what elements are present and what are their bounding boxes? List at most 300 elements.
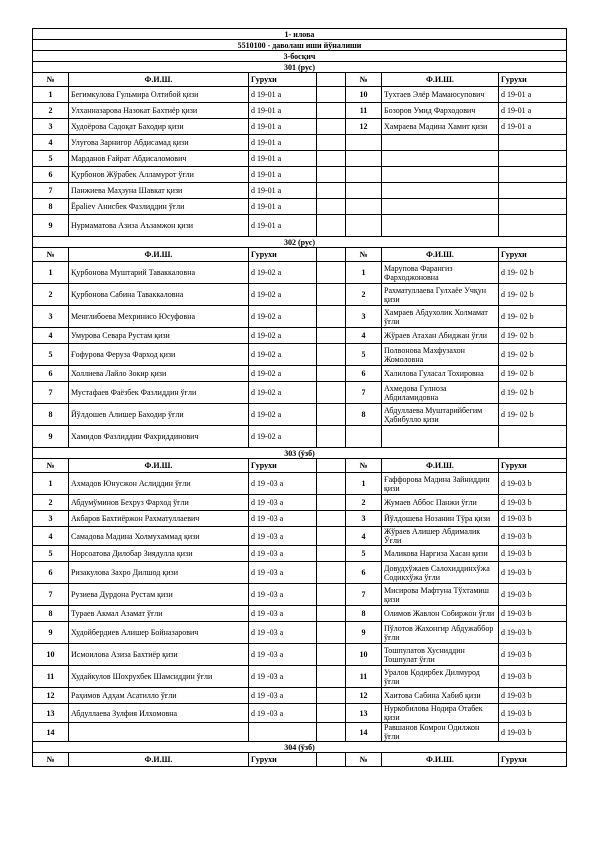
- table-row: [33, 723, 567, 742]
- group-header-row: [33, 448, 567, 459]
- table-row: [33, 622, 567, 644]
- group-header-row: [33, 742, 567, 753]
- group-header: Гурухи: [249, 248, 317, 262]
- student-name: Худоёрова Садоқат Баходир қизи: [69, 119, 249, 135]
- spacer-cell: [317, 584, 346, 606]
- row-number: 2: [33, 495, 69, 511]
- row-number: 10: [346, 644, 382, 666]
- row-number: 9: [33, 215, 69, 237]
- student-group: d 19-02 a: [249, 382, 317, 404]
- spacer-cell: [317, 183, 346, 199]
- group-title: 302 (рус): [33, 237, 567, 248]
- student-group: d 19 -03 a: [249, 562, 317, 584]
- name-header: Ф.И.Ш.: [69, 73, 249, 87]
- spacer-cell: [317, 87, 346, 103]
- table-row: [33, 215, 567, 237]
- table-row: [33, 404, 567, 426]
- student-group: d 19-02 a: [249, 328, 317, 344]
- row-number: 14: [346, 723, 382, 742]
- spacer-cell: [317, 306, 346, 328]
- student-name: Умурова Севара Рустам қизи: [69, 328, 249, 344]
- table-row: [33, 262, 567, 284]
- student-group: d 19-02 a: [249, 344, 317, 366]
- table-row: [33, 284, 567, 306]
- student-group: [249, 723, 317, 742]
- group-title: 303 (ўзб): [33, 448, 567, 459]
- student-name: [382, 199, 499, 215]
- name-header: Ф.И.Ш.: [382, 459, 499, 473]
- student-group: d 19 -03 a: [249, 606, 317, 622]
- num-header: №: [346, 248, 382, 262]
- name-header: Ф.И.Ш.: [69, 248, 249, 262]
- student-name: Бегимкулова Гульмира Олтибой қизи: [69, 87, 249, 103]
- table-row: [33, 666, 567, 688]
- student-name: Улуғова Зарнигор Абдисамад қизи: [69, 135, 249, 151]
- student-group: d 19-03 b: [499, 473, 567, 495]
- row-number: 10: [33, 644, 69, 666]
- spacer-cell: [317, 723, 346, 742]
- row-number: 10: [346, 87, 382, 103]
- student-group: d 19- 02 b: [499, 366, 567, 382]
- student-group: [499, 167, 567, 183]
- student-name: Абдуллаева Муштарийбегим Ҳабибулло қизи: [382, 404, 499, 426]
- group-header-row: [33, 62, 567, 73]
- row-number: 8: [346, 404, 382, 426]
- student-group: d 19-03 b: [499, 622, 567, 644]
- row-number: 3: [346, 306, 382, 328]
- row-number: 2: [33, 284, 69, 306]
- group-header: Гурухи: [499, 753, 567, 767]
- row-number: 6: [33, 562, 69, 584]
- student-name: Қурбонова Сабина Таваккаловна: [69, 284, 249, 306]
- row-number: 13: [346, 704, 382, 723]
- student-name: Хамраева Мадина Хамит қизи: [382, 119, 499, 135]
- student-group: d 19- 02 b: [499, 328, 567, 344]
- spacer-cell: [317, 511, 346, 527]
- student-group: d 19 -03 a: [249, 688, 317, 704]
- student-name: [382, 183, 499, 199]
- student-group: d 19- 02 b: [499, 262, 567, 284]
- table-row: [33, 644, 567, 666]
- student-group: d 19 -03 a: [249, 546, 317, 562]
- row-number: 5: [346, 344, 382, 366]
- spacer-cell: [317, 666, 346, 688]
- row-number: 13: [33, 704, 69, 723]
- student-group: d 19-03 b: [499, 723, 567, 742]
- spacer-cell: [317, 753, 346, 767]
- spacer-cell: [317, 606, 346, 622]
- spacer-cell: [317, 426, 346, 448]
- student-name: [382, 426, 499, 448]
- student-name: Рахматуллаева Гулхаёе Учқун қизи: [382, 284, 499, 306]
- student-group: d 19-01 a: [249, 151, 317, 167]
- student-group: [499, 426, 567, 448]
- name-header: Ф.И.Ш.: [69, 459, 249, 473]
- student-name: Раҳимов Адҳам Асатилло ўғли: [69, 688, 249, 704]
- student-group: d 19-01 a: [249, 167, 317, 183]
- table-row: [33, 167, 567, 183]
- student-group: d 19-01 a: [249, 103, 317, 119]
- student-group: d 19 -03 a: [249, 527, 317, 546]
- student-group: d 19- 02 b: [499, 306, 567, 328]
- row-number: 8: [346, 606, 382, 622]
- row-number: 7: [33, 584, 69, 606]
- spacer-cell: [317, 248, 346, 262]
- spacer-cell: [317, 344, 346, 366]
- row-number: [346, 135, 382, 151]
- row-number: 11: [346, 103, 382, 119]
- spacer-cell: [317, 473, 346, 495]
- student-name: Ризакулова Захро Дилшод қизи: [69, 562, 249, 584]
- student-name: Нуркобилова Нодира Отабек қизи: [382, 704, 499, 723]
- student-name: Тухтаев Элёр Мамаюсупович: [382, 87, 499, 103]
- student-name: Ёраliev Анисбек Фазлиддин ўғли: [69, 199, 249, 215]
- num-header: №: [346, 459, 382, 473]
- student-group: d 19 -03 a: [249, 495, 317, 511]
- student-name: Нурмаматова Азиза Аъзамжон қизи: [69, 215, 249, 237]
- student-name: Абдуллаева Зулфия Илхомовна: [69, 704, 249, 723]
- spacer-cell: [317, 119, 346, 135]
- group-title: 301 (рус): [33, 62, 567, 73]
- student-name: Панжиева Маҳзуна Шавкат қизи: [69, 183, 249, 199]
- spacer-cell: [317, 167, 346, 183]
- spacer-cell: [317, 704, 346, 723]
- group-header: Гурухи: [499, 73, 567, 87]
- student-name: Худойбердиев Алишер Бойназарович: [69, 622, 249, 644]
- student-name: Ғофурова Феруза Фарход қизи: [69, 344, 249, 366]
- table-row: [33, 328, 567, 344]
- table-row: [33, 606, 567, 622]
- spacer-cell: [317, 151, 346, 167]
- student-group: d 19-02 a: [249, 262, 317, 284]
- row-number: 5: [33, 546, 69, 562]
- column-header-row: [33, 248, 567, 262]
- student-group: [499, 151, 567, 167]
- group-header: Гурухи: [499, 459, 567, 473]
- spacer-cell: [317, 644, 346, 666]
- student-group: d 19 -03 a: [249, 584, 317, 606]
- spacer-cell: [317, 103, 346, 119]
- row-number: 4: [33, 527, 69, 546]
- row-number: 4: [33, 135, 69, 151]
- group-title: 304 (ўзб): [33, 742, 567, 753]
- student-name: Довудхўжаев Салохиддинхўжа Содикхўжа ўғли: [382, 562, 499, 584]
- row-number: 8: [33, 199, 69, 215]
- num-header: №: [33, 459, 69, 473]
- student-name: Мисирова Мафтуна Тўхтамиш қизи: [382, 584, 499, 606]
- student-group: d 19-02 a: [249, 426, 317, 448]
- table-row: [33, 562, 567, 584]
- student-name: Йўлдошева Нозанин Тўра қизи: [382, 511, 499, 527]
- student-name: [69, 723, 249, 742]
- student-group: d 19-02 a: [249, 306, 317, 328]
- student-group: d 19-03 b: [499, 495, 567, 511]
- student-name: Абдумўминов Бехруз Фарход ўғли: [69, 495, 249, 511]
- student-group: d 19-01 a: [249, 183, 317, 199]
- student-name: Пўлотов Жахонгир Абдужаббор ўғли: [382, 622, 499, 644]
- student-name: Жўраев Алишер Абдималик Ўғли: [382, 527, 499, 546]
- spacer-cell: [317, 495, 346, 511]
- row-number: 3: [33, 119, 69, 135]
- student-group: d 19-02 a: [249, 404, 317, 426]
- row-number: 6: [346, 366, 382, 382]
- student-group: d 19 -03 a: [249, 622, 317, 644]
- course-title: 3-босқич: [33, 51, 567, 62]
- student-group: d 19- 02 b: [499, 382, 567, 404]
- table-row: [33, 704, 567, 723]
- student-group: d 19-03 b: [499, 562, 567, 584]
- name-header: Ф.И.Ш.: [69, 753, 249, 767]
- student-name: Хамидов Фазлиддин Фахриддинович: [69, 426, 249, 448]
- group-header-row: [33, 237, 567, 248]
- student-name: Рузиева Дурдона Рустам қизи: [69, 584, 249, 606]
- spacer-cell: [317, 328, 346, 344]
- row-number: 3: [33, 306, 69, 328]
- group-header: Гурухи: [249, 73, 317, 87]
- row-number: 4: [346, 328, 382, 344]
- program-title: 5510100 - даволаш иши йўналиши: [33, 40, 567, 51]
- table-row: [33, 688, 567, 704]
- spacer-cell: [317, 73, 346, 87]
- row-number: 1: [33, 473, 69, 495]
- table-row: [33, 382, 567, 404]
- name-header: Ф.И.Ш.: [382, 248, 499, 262]
- student-name: Худайкулов Шохрухбек Шамсиддин ўғли: [69, 666, 249, 688]
- spacer-cell: [317, 562, 346, 584]
- student-name: Улханназарова Назокат Бахтиёр қизи: [69, 103, 249, 119]
- student-group: [499, 215, 567, 237]
- spacer-cell: [317, 366, 346, 382]
- spacer-cell: [317, 688, 346, 704]
- row-number: 5: [33, 151, 69, 167]
- row-number: 11: [33, 666, 69, 688]
- student-group: d 19-01 a: [249, 215, 317, 237]
- row-number: 4: [33, 328, 69, 344]
- student-group: d 19-02 a: [249, 366, 317, 382]
- student-name: Жумаев Аббос Панжи ўғли: [382, 495, 499, 511]
- row-number: 8: [33, 606, 69, 622]
- student-group: d 19- 02 b: [499, 344, 567, 366]
- student-group: d 19-01 a: [499, 87, 567, 103]
- row-number: [346, 151, 382, 167]
- table-row: [33, 344, 567, 366]
- student-group: d 19-03 b: [499, 704, 567, 723]
- row-number: 7: [33, 183, 69, 199]
- row-number: 1: [33, 87, 69, 103]
- student-name: [382, 215, 499, 237]
- row-number: [346, 426, 382, 448]
- spacer-cell: [317, 199, 346, 215]
- student-name: Жўраев Атахан Абиджан ўғли: [382, 328, 499, 344]
- row-number: 6: [346, 562, 382, 584]
- student-name: Акбаров Бахтиёржон Рахматуллаевич: [69, 511, 249, 527]
- student-group: d 19-03 b: [499, 527, 567, 546]
- num-header: №: [33, 248, 69, 262]
- student-group: d 19-03 b: [499, 606, 567, 622]
- student-name: Хаитова Сабина Хабиб қизи: [382, 688, 499, 704]
- spacer-cell: [317, 459, 346, 473]
- row-number: [346, 215, 382, 237]
- table-row: [33, 135, 567, 151]
- student-name: Холлиева Лайло Зокир қизи: [69, 366, 249, 382]
- row-number: [346, 183, 382, 199]
- table-row: [33, 119, 567, 135]
- student-group: d 19- 02 b: [499, 404, 567, 426]
- student-group: d 19-03 b: [499, 688, 567, 704]
- student-group: d 19-03 b: [499, 546, 567, 562]
- student-group: d 19-03 b: [499, 511, 567, 527]
- num-header: №: [33, 753, 69, 767]
- student-name: Менглибоева Мехринисо Юсуфовна: [69, 306, 249, 328]
- student-name: Самадова Мадина Холмухаммад қизи: [69, 527, 249, 546]
- student-group: d 19 -03 a: [249, 704, 317, 723]
- table-row: [33, 151, 567, 167]
- num-header: №: [346, 73, 382, 87]
- table-row: [33, 366, 567, 382]
- row-number: 6: [33, 167, 69, 183]
- student-name: Йўлдошев Алишер Баходир ўғли: [69, 404, 249, 426]
- student-group: d 19-01 a: [499, 119, 567, 135]
- column-header-row: [33, 73, 567, 87]
- table-row: [33, 103, 567, 119]
- student-name: Маликова Наргиза Хасан қизи: [382, 546, 499, 562]
- row-number: 4: [346, 527, 382, 546]
- table-row: [33, 511, 567, 527]
- table-row: [33, 495, 567, 511]
- row-number: 2: [346, 495, 382, 511]
- student-name: Тошпулатов Хусниддин Тошпулат ўғли: [382, 644, 499, 666]
- student-name: Норсоатова Дилобар Зиядулла қизи: [69, 546, 249, 562]
- name-header: Ф.И.Ш.: [382, 753, 499, 767]
- row-number: 2: [33, 103, 69, 119]
- student-group: d 19-03 b: [499, 666, 567, 688]
- student-group: [499, 199, 567, 215]
- row-number: 3: [346, 511, 382, 527]
- row-number: 12: [33, 688, 69, 704]
- table-row: [33, 87, 567, 103]
- student-name: Ахмедова Гулноза Абдиламидовна: [382, 382, 499, 404]
- table-body: [33, 29, 567, 767]
- row-number: 7: [33, 382, 69, 404]
- row-number: 12: [346, 688, 382, 704]
- row-number: 7: [346, 584, 382, 606]
- student-name: Қурбонова Муштарий Таваккаловна: [69, 262, 249, 284]
- row-number: [346, 167, 382, 183]
- name-header: Ф.И.Ш.: [382, 73, 499, 87]
- spacer-cell: [317, 622, 346, 644]
- row-number: 2: [346, 284, 382, 306]
- student-group: d 19-01 a: [249, 135, 317, 151]
- num-header: №: [33, 73, 69, 87]
- student-name: [382, 135, 499, 151]
- student-name: [382, 151, 499, 167]
- group-header: Гурухи: [249, 459, 317, 473]
- row-number: 11: [346, 666, 382, 688]
- student-group: d 19-03 b: [499, 644, 567, 666]
- row-number: 9: [346, 622, 382, 644]
- spacer-cell: [317, 215, 346, 237]
- student-group: d 19 -03 a: [249, 666, 317, 688]
- student-group: d 19 -03 a: [249, 511, 317, 527]
- student-group: d 19-03 b: [499, 584, 567, 606]
- column-header-row: [33, 459, 567, 473]
- row-number: 1: [33, 262, 69, 284]
- student-name: Полвонова Махфузахон Жомоловна: [382, 344, 499, 366]
- group-header: Гурухи: [249, 753, 317, 767]
- student-group: d 19- 02 b: [499, 284, 567, 306]
- row-number: 7: [346, 382, 382, 404]
- student-name: [382, 167, 499, 183]
- student-name: Ахмадов Юнусжон Аслиддин ўғли: [69, 473, 249, 495]
- row-number: 3: [33, 511, 69, 527]
- student-group: d 19 -03 a: [249, 644, 317, 666]
- row-number: 1: [346, 262, 382, 284]
- student-name: Қурбонов Жўрабек Алламурот ўғли: [69, 167, 249, 183]
- row-number: 6: [33, 366, 69, 382]
- spacer-cell: [317, 404, 346, 426]
- table-row: [33, 306, 567, 328]
- row-number: 9: [33, 426, 69, 448]
- row-number: 8: [33, 404, 69, 426]
- student-name: Марданов Ғайрат Абдисаломович: [69, 151, 249, 167]
- student-name: Бозоров Умид Фарходович: [382, 103, 499, 119]
- appendix-label: 1- илова: [33, 29, 567, 40]
- table-row: [33, 546, 567, 562]
- table-row: [33, 584, 567, 606]
- spacer-cell: [317, 527, 346, 546]
- num-header: №: [346, 753, 382, 767]
- student-group: d 19-01 a: [249, 87, 317, 103]
- row-number: 14: [33, 723, 69, 742]
- row-number: [346, 199, 382, 215]
- student-name: Уралов Қодирбек Дилмурод ўғли: [382, 666, 499, 688]
- student-name: Хамраев Абдухолик Холмамат ўғли: [382, 306, 499, 328]
- student-name: Мустафаев Фаёзбек Фазлиддин ўғли: [69, 382, 249, 404]
- student-name: Равшанов Комрон Одилжон ўғли: [382, 723, 499, 742]
- table-row: [33, 473, 567, 495]
- group-header: Гурухи: [499, 248, 567, 262]
- row-number: 12: [346, 119, 382, 135]
- document-sheet: [32, 28, 566, 767]
- student-name: Исмоилова Азиза Бахтиёр қизи: [69, 644, 249, 666]
- table-row: [33, 426, 567, 448]
- table-row: [33, 199, 567, 215]
- column-header-row: [33, 753, 567, 767]
- student-group: d 19 -03 a: [249, 473, 317, 495]
- spacer-cell: [317, 284, 346, 306]
- spacer-cell: [317, 135, 346, 151]
- student-group: d 19-01 a: [249, 199, 317, 215]
- table-row: [33, 183, 567, 199]
- row-number: 1: [346, 473, 382, 495]
- student-name: Олимов Жавлон Собиржон ўғли: [382, 606, 499, 622]
- table-row: [33, 527, 567, 546]
- student-group: [499, 135, 567, 151]
- student-group: d 19-01 a: [249, 119, 317, 135]
- row-number: 9: [33, 622, 69, 644]
- student-table: [32, 28, 567, 767]
- student-name: Халилова Гуласал Тохировна: [382, 366, 499, 382]
- student-name: Марупова Фарангиз Фарходжоновна: [382, 262, 499, 284]
- row-number: 5: [346, 546, 382, 562]
- student-group: d 19-02 a: [249, 284, 317, 306]
- row-number: 5: [33, 344, 69, 366]
- spacer-cell: [317, 382, 346, 404]
- student-name: Тураев Акмал Азамат ўғли: [69, 606, 249, 622]
- student-name: Ғаффорова Мадина Зайниддин қизи: [382, 473, 499, 495]
- spacer-cell: [317, 546, 346, 562]
- spacer-cell: [317, 262, 346, 284]
